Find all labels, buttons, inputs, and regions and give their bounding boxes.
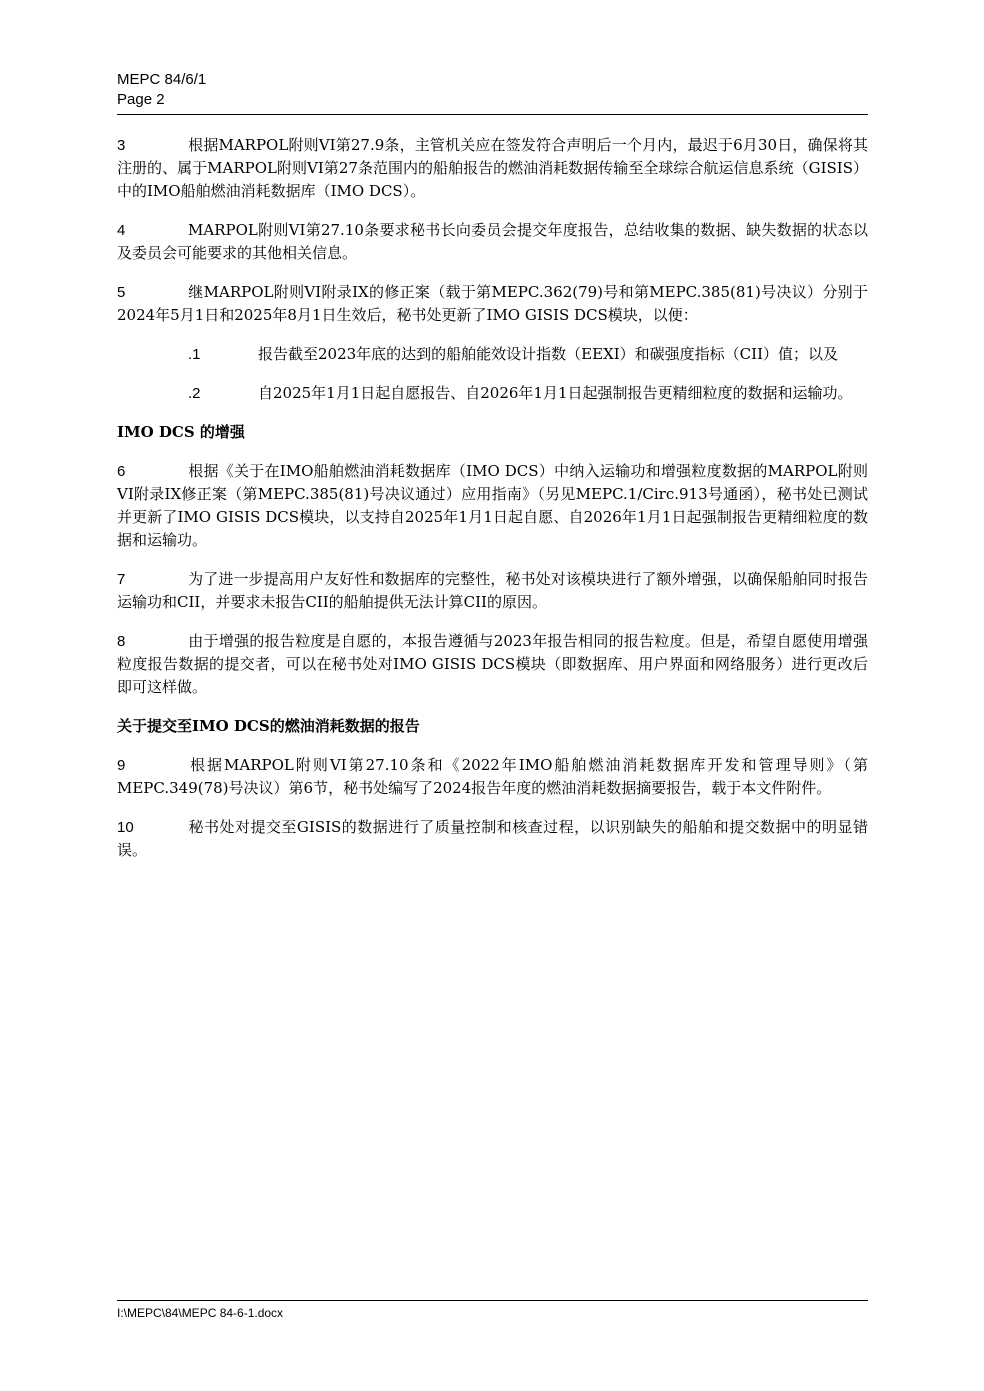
sub-item-1 xyxy=(117,343,868,366)
page-footer xyxy=(117,1300,868,1321)
section-heading-fuel-data-report: 关于提交至IMO DCS的燃油消耗数据的报告 xyxy=(117,717,420,735)
paragraph-text: MARPOL附则VI第27.10条要求秘书长向委员会提交年度报告，总结收集的数据、缺失数据的状态以及委员会可能要求的其他相关信息。 xyxy=(117,221,868,262)
paragraph-7 xyxy=(117,568,868,614)
paragraph-text: 继MARPOL附则VI附录IX的修正案（载于第MEPC.362(79)号和第MEPC.385(81)号决议）分别于2024年5月1日和2025年8月1日生效后，秘书处更新了IMO GISIS DCS模块，以便： xyxy=(117,283,868,324)
sub-item-text: 自2025年1月1日起自愿报告、自2026年1月1日起强制报告更精细粒度的数据和运输功。 xyxy=(258,384,853,402)
sub-item-number: .1 xyxy=(188,346,201,363)
paragraph-6 xyxy=(117,460,868,552)
paragraph-text: 由于增强的报告粒度是自愿的，本报告遵循与2023年报告相同的报告粒度。但是，希望自愿使用增强粒度报告数据的提交者，可以在秘书处对IMO GISIS DCS模块（即数据库、用户界面和网络服务）进行更改后即可这样做。 xyxy=(117,632,868,696)
file-path: I:\MEPC\84\MEPC 84-6-1.docx xyxy=(117,1306,284,1320)
paragraph-10 xyxy=(117,816,868,862)
paragraph-3 xyxy=(117,134,868,203)
sub-item-text: 报告截至2023年底的达到的船舶能效设计指数（EEXI）和碳强度指标（CII）值；以及 xyxy=(258,345,839,363)
paragraph-text: 根据MARPOL附则VI第27.10条和《2022年IMO船舶燃油消耗数据库开发和管理导则》（第MEPC.349(78)号决议）第6节，秘书处编写了2024报告年度的燃油消耗数据摘要报告，载于本文件附件。 xyxy=(117,756,868,797)
paragraph-text: 秘书处对提交至GISIS的数据进行了质量控制和核查过程，以识别缺失的船舶和提交数据中的明显错误。 xyxy=(117,818,868,859)
paragraph-number: 4 xyxy=(117,222,126,239)
paragraph-5 xyxy=(117,281,868,327)
document-body xyxy=(117,134,868,878)
page-header xyxy=(117,70,868,115)
paragraph-text: 根据MARPOL附则VI第27.9条，主管机关应在签发符合声明后一个月内，最迟于6月30日，确保将其注册的、属于MARPOL附则VI第27条范围内的船舶报告的燃油消耗数据传输至全球综合航运信息系统（GISIS）中的IMO船舶燃油消耗数据库（IMO DCS）。 xyxy=(117,136,868,200)
paragraph-9 xyxy=(117,754,868,800)
paragraph-number: 8 xyxy=(117,633,126,650)
paragraph-number: 7 xyxy=(117,571,126,588)
paragraph-number: 10 xyxy=(117,819,134,836)
paragraph-number: 9 xyxy=(117,757,126,774)
paragraph-8 xyxy=(117,630,868,699)
paragraph-number: 6 xyxy=(117,463,126,480)
document-reference: MEPC 84/6/1 xyxy=(117,71,207,88)
sub-item-2 xyxy=(117,382,868,405)
paragraph-4 xyxy=(117,219,868,265)
paragraph-number: 5 xyxy=(117,284,126,301)
paragraph-text: 为了进一步提高用户友好性和数据库的完整性，秘书处对该模块进行了额外增强，以确保船舶同时报告运输功和CII，并要求未报告CII的船舶提供无法计算CII的原因。 xyxy=(117,570,868,611)
section-heading-dcs-enhancement: IMO DCS 的增强 xyxy=(117,423,245,441)
page-number: Page 2 xyxy=(117,91,165,108)
sub-item-number: .2 xyxy=(188,385,201,402)
paragraph-text: 根据《关于在IMO船舶燃油消耗数据库（IMO DCS）中纳入运输功和增强粒度数据的MARPOL附则VI附录IX修正案（第MEPC.385(81)号决议通过）应用指南》（另见MEPC.1/Circ.913号通函），秘书处已测试并更新了IMO GISIS DCS模块，以支持自2025年1月1日起自愿、自2026年1月1日起强制报告更精细粒度的数据和运输功。 xyxy=(117,462,868,549)
paragraph-number: 3 xyxy=(117,137,126,154)
